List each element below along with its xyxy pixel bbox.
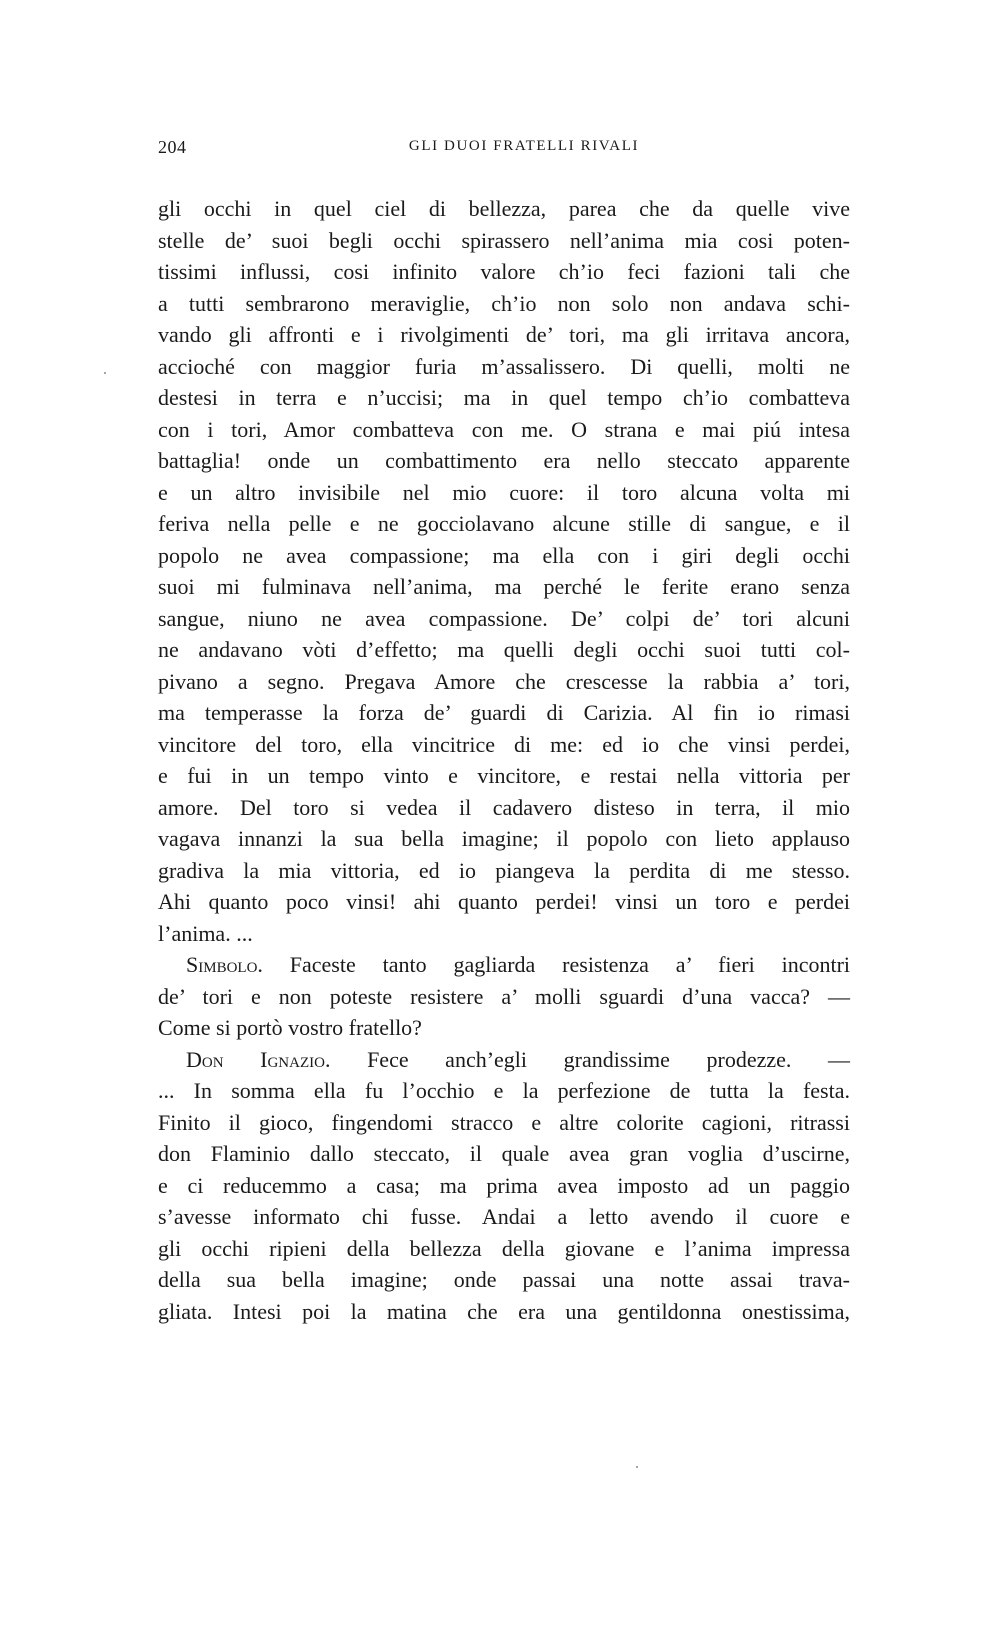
speech-text: Fece anch’egli grandissime prodezze. — — [367, 1046, 851, 1072]
text-line: ... In somma ella fu l’occhio e la perfezione de tutta la festa. — [158, 1078, 850, 1103]
text-line: gradiva la mia vittoria, ed io piangeva la perdita di me stesso. — [158, 857, 850, 883]
speaker-name: Simbolo. — [186, 952, 263, 977]
running-title: GLI DUOI FRATELLI RIVALI — [408, 138, 640, 154]
text-line: destesi in terra e n’uccisi; ma in quel tempo ch’io combatteva — [158, 385, 850, 410]
page-number: 204 — [158, 137, 187, 157]
text-line: e fui in un tempo vinto e vincitore, e restai nella vittoria per — [158, 763, 850, 788]
text-line: feriva nella pelle e ne gocciolavano alcune stille di sangue, e il — [158, 511, 850, 536]
scan-speck — [104, 372, 106, 374]
text-line: don Flaminio dallo steccato, il quale avea gran voglia d’uscirne, — [158, 1141, 850, 1166]
body-text — [158, 193, 850, 1327]
text-line: s’avesse informato chi fusse. Andai a letto avendo il cuore e — [158, 1204, 850, 1229]
text-line: amore. Del toro si vedea il cadavero disteso in terra, il mio — [158, 794, 850, 820]
text-line: pivano a segno. Pregava Amore che crescesse la rabbia a’ tori, — [158, 668, 850, 694]
text-line: e un altro invisibile nel mio cuore: il toro alcuna volta mi — [158, 479, 850, 505]
text-line: sangue, niuno ne avea compassione. De’ colpi de’ tori alcuni — [158, 605, 850, 631]
text-line: con i tori, Amor combatteva con me. O strana e mai piú intesa — [158, 416, 850, 442]
speaker-name: Don Ignazio. — [186, 1046, 331, 1072]
text-line: Ahi quanto poco vinsi! ahi quanto perdei! vinsi un toro e perdei — [158, 889, 850, 914]
text-line — [158, 1044, 850, 1076]
text-line: de’ tori e non poteste resistere a’ molli sguardi d’una vacca? — — [158, 983, 850, 1009]
text-line: a tutti sembrarono meraviglie, ch’io non solo non andava schi- — [158, 290, 850, 316]
scan-speck — [636, 1466, 638, 1468]
speech-simbolo — [158, 949, 850, 1044]
text-line: popolo ne avea compassione; ma ella con i giri degli occhi — [158, 542, 850, 568]
text-line: stelle de’ suoi begli occhi spirassero nell’anima mia cosi poten- — [158, 227, 850, 253]
text-line: Come si portò vostro fratello? — [158, 1015, 422, 1040]
text-line: vagava innanzi la sua bella imagine; il popolo con lieto applauso — [158, 826, 850, 851]
text-line: e ci reducemmo a casa; ma prima avea imposto ad un paggio — [158, 1172, 850, 1198]
text-line: vincitore del toro, ella vincitrice di me: ed io che vinsi perdei, — [158, 731, 850, 757]
text-line: Finito il gioco, fingendomi stracco e altre colorite cagioni, ritrassi — [158, 1109, 850, 1135]
text-line: accioché con maggior furia m’assalissero. Di quelli, molti ne — [158, 353, 850, 379]
speech-text: Faceste tanto gagliarda resistenza a’ fieri incontri — [289, 952, 851, 977]
text-line: l’anima. ... — [158, 920, 253, 946]
text-line: tissimi influssi, cosi infinito valore ch’io feci fazioni tali che — [158, 259, 850, 284]
running-head — [158, 137, 850, 159]
text-line: gli occhi ripieni della bellezza della giovane e l’anima impressa — [158, 1235, 850, 1261]
text-line: ne andavano vòti d’effetto; ma quelli degli occhi suoi tutti col- — [158, 637, 850, 662]
text-line: suoi mi fulminava nell’anima, ma perché le ferite erano senza — [158, 574, 850, 599]
text-line — [158, 949, 850, 981]
text-line: battaglia! onde un combattimento era nello steccato apparente — [158, 448, 850, 473]
text-line: della sua bella imagine; onde passai una notte assai trava- — [158, 1267, 850, 1292]
text-line: ma temperasse la forza de’ guardi di Carizia. Al fin io rimasi — [158, 700, 850, 725]
text-line: vando gli affronti e i rivolgimenti de’ tori, ma gli irritava ancora, — [158, 322, 850, 347]
text-line: gliata. Intesi poi la matina che era una gentildonna onestissima, — [158, 1298, 850, 1324]
speech-don-ignazio — [158, 1044, 850, 1328]
text-line: gli occhi in quel ciel di bellezza, parea che da quelle vive — [158, 196, 850, 221]
